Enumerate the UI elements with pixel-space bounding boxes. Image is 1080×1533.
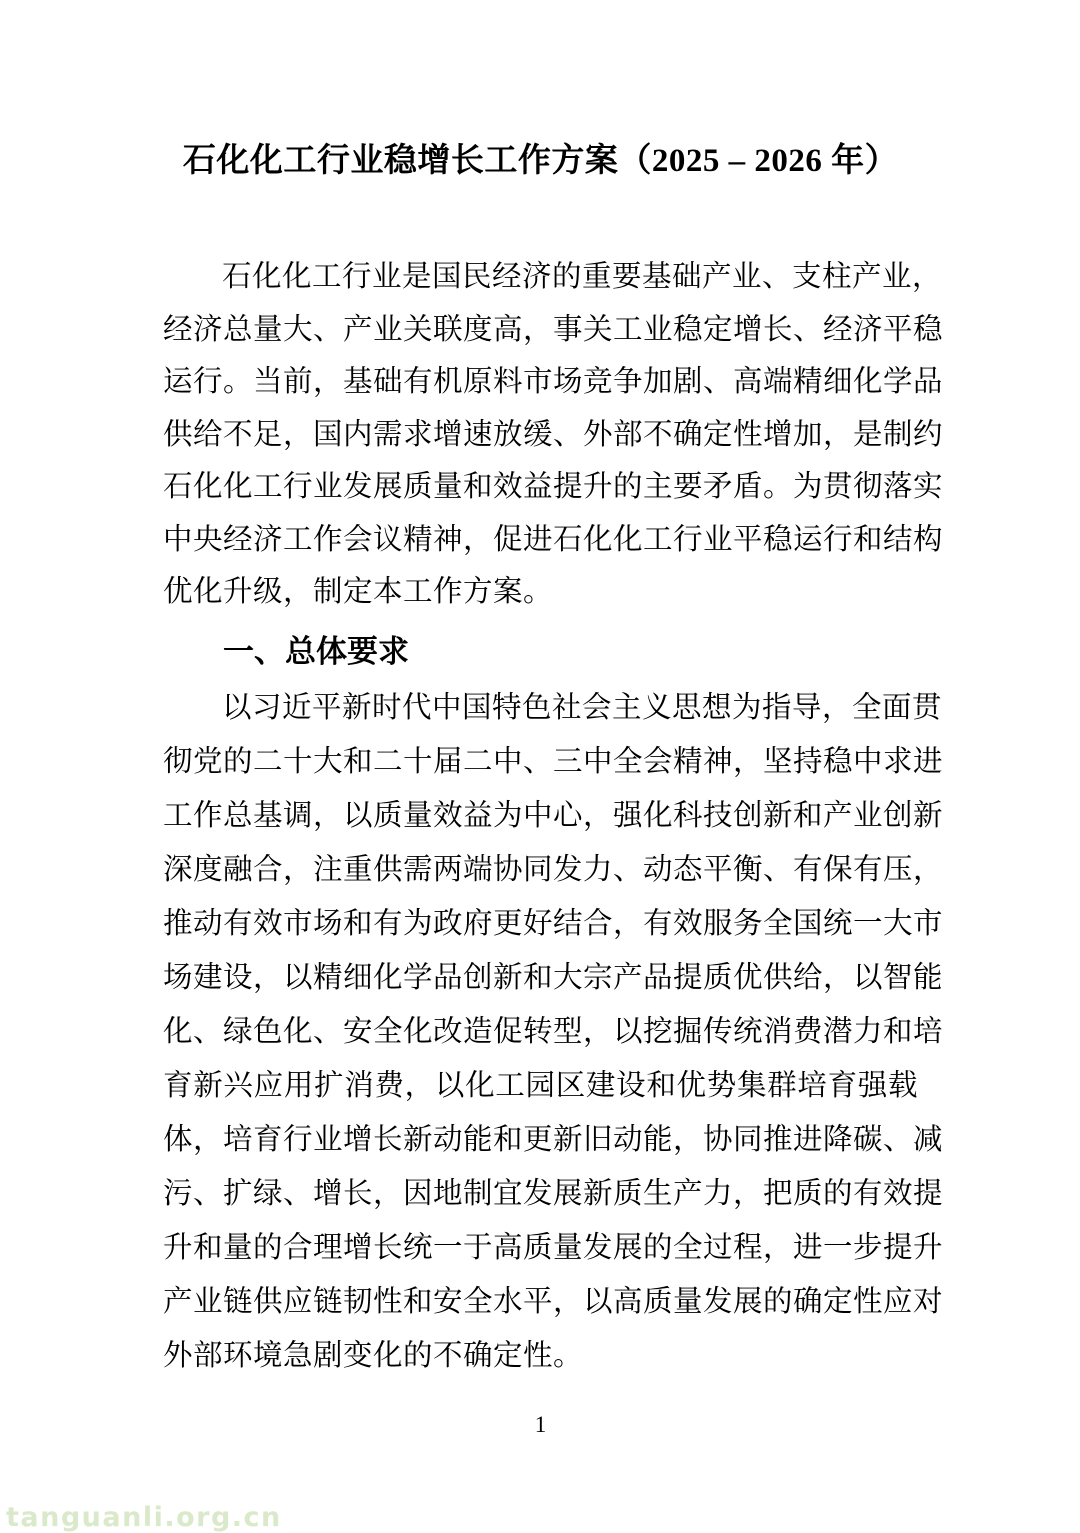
paragraph-line: 化、绿色化、安全化改造促转型，以挖掘传统消费潜力和培 [163,1015,944,1048]
paragraph-line: 石化化工行业发展质量和效益提升的主要矛盾。为贯彻落实 [163,471,944,503]
section1-paragraph [163,681,944,1383]
page-number: 1 [534,1412,547,1437]
intro-paragraph [163,251,944,619]
paragraph-line: 育新兴应用扩消费，以化工园区建设和优势集群培育强载 [163,1069,918,1102]
paragraph-line: 场建设，以精细化学品创新和大宗产品提质优供给，以智能 [163,961,944,994]
paragraph-line: 彻党的二十大和二十届二中、三中全会精神，坚持稳中求进 [163,745,944,778]
paragraph-line: 供给不足，国内需求增速放缓、外部不确定性增加，是制约 [163,418,944,451]
paragraph-line: 优化升级，制定本工作方案。 [163,576,554,608]
paragraph-line: 中央经济工作会议精神，促进石化化工行业平稳运行和结构 [163,523,944,556]
page-footer [163,1412,918,1438]
paragraph-line: 外部环境急剧变化的不确定性。 [163,1339,584,1372]
paragraph-line: 以习近平新时代中国特色社会主义思想为指导，全面贯 [222,691,943,724]
document-title: 石化化工行业稳增长工作方案（2025 – 2026 年） [182,143,899,179]
paragraph-line: 污、扩绿、增长，因地制宜发展新质生产力，把质的有效提 [163,1177,944,1210]
paragraph-line: 运行。当前，基础有机原料市场竞争加剧、高端精细化学品 [163,366,944,398]
paragraph-line: 体，培育行业增长新动能和更新旧动能，协同推进降碳、减 [163,1123,944,1156]
paragraph-line: 深度融合，注重供需两端协同发力、动态平衡、有保有压， [163,853,944,886]
paragraph-line: 产业链供应链韧性和安全水平，以高质量发展的确定性应对 [163,1285,944,1318]
watermark-text: tanguanli.org.cn [6,1502,282,1533]
paragraph-line: 经济总量大、产业关联度高，事关工业稳定增长、经济平稳 [163,313,944,346]
paragraph-line: 升和量的合理增长统一于高质量发展的全过程，进一步提升 [163,1231,944,1264]
paragraph-line: 石化化工行业是国民经济的重要基础产业、支柱产业， [222,261,943,293]
paragraph-line: 工作总基调，以质量效益为中心，强化科技创新和产业创新 [163,799,944,832]
section-heading-overall-requirements: 一、总体要求 [223,633,409,669]
paragraph-line: 推动有效市场和有为政府更好结合，有效服务全国统一大市 [163,907,944,940]
document-content [163,0,944,1383]
